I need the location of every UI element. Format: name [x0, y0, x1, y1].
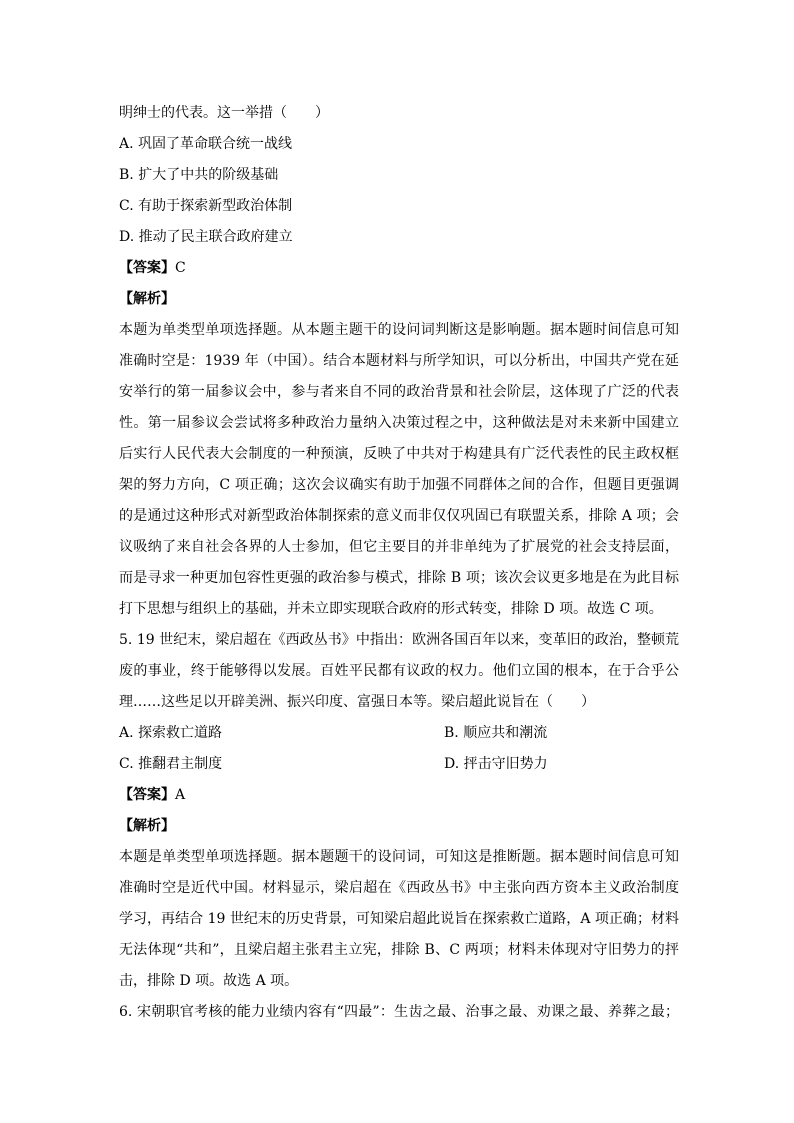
question-5-option-d: D. 抨击守旧势力: [444, 756, 548, 772]
question-4-analysis-label: 【解析】: [119, 291, 175, 307]
question-5-stem: [119, 625, 679, 718]
analysis-line: 准确时空是：1939 年（中国）。结合本题材料与所学知识，可以分析出，中国共产党在延: [119, 353, 679, 369]
question-4-answer: [119, 253, 679, 284]
analysis-line: 议吸纳了来自社会各界的人士参加，但它主要目的并非单纯为了扩展党的社会支持层面，: [119, 539, 679, 555]
question-4-option-c: C. 有助于探索新型政治体制: [119, 198, 293, 214]
analysis-line: 打下思想与组织上的基础，并未立即实现联合政府的形式转变，排除 D 项。故选 C 项。: [119, 601, 663, 617]
question-4-analysis: [119, 315, 679, 625]
question-4-option-d: D. 推动了民主联合政府建立: [119, 229, 293, 245]
analysis-line: 架的努力方向，C 项正确；这次会议确实有助于加强不同群体之间的合作，但题目更强调: [119, 477, 679, 493]
analysis-line: 后实行人民代表大会制度的一种预演，反映了中共对于构建具有广泛代表性的民主政权框: [119, 446, 679, 462]
answer-value: C: [175, 260, 186, 276]
answer-label: 【答案】: [119, 787, 175, 803]
stem-line: 废的事业，终于能够得以发展。百姓平民都有议政的权力。他们立国的根本，在于合乎公: [119, 663, 679, 679]
stem-line: 理……这些足以开辟美洲、振兴印度、富强日本等。梁启超此说旨在（ ）: [119, 694, 595, 710]
question-5-answer: [119, 780, 679, 811]
stem-line: 6. 宋朝职官考核的能力业绩内容有“四最”：生齿之最、治事之最、劝课之最、养葬之最；: [119, 1004, 679, 1020]
analysis-line: 本题为单类型单项选择题。从本题主题干的设问词判断这是影响题。据本题时间信息可知: [119, 322, 679, 338]
question-5: [119, 625, 679, 997]
question-5-analysis-label: 【解析】: [119, 818, 175, 834]
analysis-line: 准确时空是近代中国。材料显示，梁启超在《西政丛书》中主张向西方资本主义政治制度: [119, 880, 679, 896]
question-4: [119, 98, 679, 625]
document-page: [119, 98, 679, 1028]
analysis-line: 的是通过这种形式对新型政治体制探索的意义而非仅仅巩固已有联盟关系，排除 A 项；会: [119, 508, 679, 524]
question-4-stem-tail: 明绅士的代表。这一举措（ ）: [119, 105, 329, 121]
question-5-option-b: B. 顺应共和潮流: [444, 725, 548, 741]
question-5-options-row-2: [119, 749, 679, 780]
analysis-line: 无法体现“共和”，且梁启超主张君主立宪，排除 B、C 两项；材料未体现对守旧势力的抨: [119, 942, 679, 958]
question-5-option-c: C. 推翻君主制度: [119, 756, 223, 772]
stem-line: 5. 19 世纪末，梁启超在《西政丛书》中指出：欧洲各国百年以来，变革旧的政治，整顿荒: [119, 632, 679, 648]
question-5-options-row-1: [119, 718, 679, 749]
question-6: [119, 997, 679, 1028]
question-6-stem: [119, 997, 679, 1028]
question-5-option-a: A. 探索救亡道路: [119, 725, 223, 741]
answer-label: 【答案】: [119, 260, 175, 276]
answer-value: A: [175, 787, 186, 803]
analysis-line: 击，排除 D 项。故选 A 项。: [119, 973, 299, 989]
analysis-line: 安举行的第一届参议会中，参与者来自不同的政治背景和社会阶层，这体现了广泛的代表: [119, 384, 679, 400]
analysis-line: 学习，再结合 19 世纪末的历史背景，可知梁启超此说旨在探索救亡道路，A 项正确；材料: [119, 911, 679, 927]
analysis-line: 性。第一届参议会尝试将多种政治力量纳入决策过程之中，这种做法是对未来新中国建立: [119, 415, 679, 431]
analysis-line: 而是寻求一种更加包容性更强的政治参与模式，排除 B 项；该次会议更多地是在为此目标: [119, 570, 679, 586]
analysis-line: 本题是单类型单项选择题。据本题题干的设问词，可知这是推断题。据本题时间信息可知: [119, 849, 679, 865]
question-4-option-a: A. 巩固了革命联合统一战线: [119, 136, 293, 152]
question-5-analysis: [119, 842, 679, 997]
question-4-option-b: B. 扩大了中共的阶级基础: [119, 167, 279, 183]
